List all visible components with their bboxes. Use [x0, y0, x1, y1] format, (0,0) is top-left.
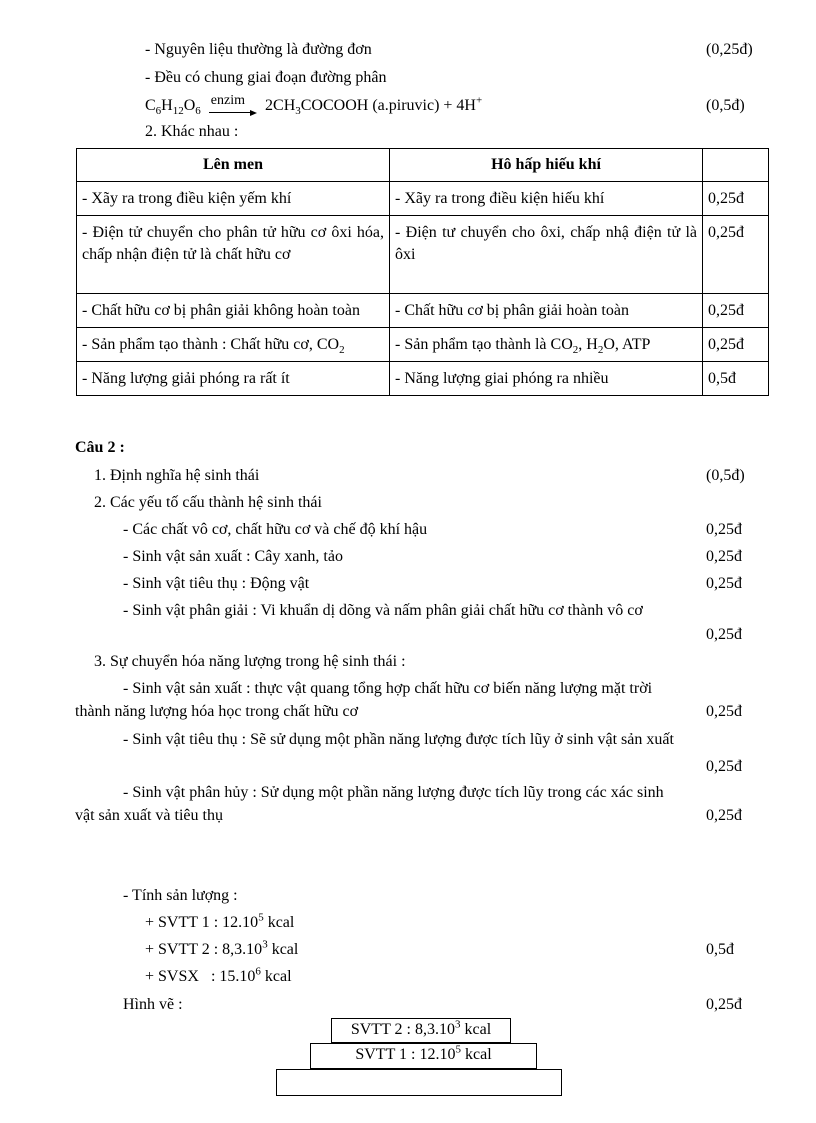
production-item-2: + SVTT 2 : 8,3.10$^3$ kcal	[145, 938, 299, 958]
table-header-row	[77, 149, 769, 182]
production-item-3: + SVSX : 15.10$^6$ kcal	[145, 965, 292, 985]
row-5-fermentation: - Năng lượng giải phóng ra rất ít	[77, 362, 390, 396]
differences-title: 2. Khác nhau :	[145, 123, 239, 140]
factor-4-score: 0,25đ	[706, 626, 742, 643]
energy-3-score: 0,25đ	[706, 807, 742, 824]
factor-2-score: 0,25đ	[706, 548, 742, 565]
row-2-aerobic: - Điện tư chuyển cho ôxi, chấp nhậ điện tử là ôxi	[390, 216, 703, 294]
comparison-table	[76, 148, 769, 396]
pyramid-middle-level: SVTT 1 : 12.10$^5$ kcal	[310, 1043, 537, 1069]
similar-line-1: - Nguyên liệu thường là đường đơn	[145, 41, 372, 58]
figure-score: 0,25đ	[706, 996, 742, 1013]
factor-3: - Sinh vật tiêu thụ : Động vật	[123, 575, 310, 592]
table-row	[77, 328, 769, 362]
row-2-score: 0,25đ	[703, 216, 769, 294]
factor-1-score: 0,25đ	[706, 521, 742, 538]
row-3-fermentation: - Chất hữu cơ bị phân giải không hoàn toàn	[77, 294, 390, 328]
row-5-aerobic: - Năng lượng giai phóng ra nhiều	[390, 362, 703, 396]
table-row	[77, 294, 769, 328]
row-1-fermentation: - Xãy ra trong điều kiện yếm khí	[77, 182, 390, 216]
pyramid-top-level: SVTT 2 : 8,3.10$^3$ kcal	[331, 1018, 511, 1043]
cau2-item-2: 2. Các yếu tố cấu thành hệ sinh thái	[94, 494, 322, 511]
cau2-title: Câu 2 :	[75, 439, 125, 456]
row-3-score: 0,25đ	[703, 294, 769, 328]
header-len-men: Lên men	[77, 149, 390, 182]
table-row	[77, 216, 769, 294]
production-item-1: + SVTT 1 : 12.10$^5$ kcal	[145, 911, 295, 931]
equation	[145, 93, 483, 118]
pyramid-base-level	[276, 1069, 562, 1096]
table-row	[77, 182, 769, 216]
production-score: 0,5đ	[706, 941, 734, 958]
header-score	[703, 149, 769, 182]
row-4-score: 0,25đ	[703, 328, 769, 362]
energy-3-line-1: - Sinh vật phân hủy : Sử dụng một phần năng lượng được tích lũy trong các xác sinh	[123, 784, 664, 801]
row-4-aerobic: - Sản phẩm tạo thành là $CO_2$, $H_2O$, ATP	[390, 328, 703, 362]
equation-right: $2CH_3COCOOH$ (a.piruvic) + 4H+	[265, 94, 483, 118]
row-3-aerobic: - Chất hữu cơ bị phân giải hoàn toàn	[390, 294, 703, 328]
row-2-fermentation: - Điện tử chuyển cho phân tử hữu cơ ôxi hóa, chấp nhận điện tử là chất hữu cơ	[77, 216, 390, 294]
equation-score: (0,5đ)	[706, 97, 745, 114]
energy-1-line-1: - Sinh vật sản xuất : thực vật quang tổng hợp chất hữu cơ biến năng lượng mặt trời	[123, 680, 653, 697]
energy-1-score: 0,25đ	[706, 703, 742, 720]
table-row	[77, 362, 769, 396]
factor-3-score: 0,25đ	[706, 575, 742, 592]
row-1-score: 0,25đ	[703, 182, 769, 216]
energy-1-line-2: thành năng lượng hóa học trong chất hữu cơ	[75, 703, 359, 720]
row-4-fermentation: - Sản phẩm tạo thành : Chất hữu cơ, $CO_2$	[77, 328, 390, 362]
energy-2-line-1: - Sinh vật tiêu thụ : Sẽ sử dụng một phần năng lượng được tích lũy ở sinh vật sản xuất	[123, 731, 674, 748]
similar-line-1-score: (0,25đ)	[706, 41, 753, 58]
equation-left: $C_6H_{12}O_6$	[145, 97, 201, 118]
energy-3-line-2: vật sản xuất và tiêu thụ	[75, 807, 223, 824]
factor-4: - Sinh vật phân giải : Vi khuẩn dị dõng và nấm phân giải chất hữu cơ thành vô cơ	[123, 602, 643, 619]
energy-2-score: 0,25đ	[706, 758, 742, 775]
arrow-label: enzim	[210, 93, 246, 108]
cau2-item-3: 3. Sự chuyển hóa năng lượng trong hệ sinh thái :	[94, 653, 406, 670]
header-ho-hap: Hô hấp hiếu khí	[390, 149, 703, 182]
production-title: - Tính sản lượng :	[123, 887, 238, 904]
factor-2: - Sinh vật sản xuất : Cây xanh, tảo	[123, 548, 343, 565]
similar-line-2: - Đều có chung giai đoạn đường phân	[145, 69, 387, 86]
reaction-arrow-icon	[207, 93, 259, 117]
row-5-score: 0,5đ	[703, 362, 769, 396]
row-1-aerobic: - Xãy ra trong điều kiện hiếu khí	[390, 182, 703, 216]
figure-label: Hình vẽ :	[123, 996, 183, 1013]
factor-1: - Các chất vô cơ, chất hữu cơ và chế độ khí hậu	[123, 521, 428, 538]
cau2-item-1: 1. Định nghĩa hệ sinh thái	[94, 467, 260, 484]
cau2-item-1-score: (0,5đ)	[706, 467, 745, 484]
